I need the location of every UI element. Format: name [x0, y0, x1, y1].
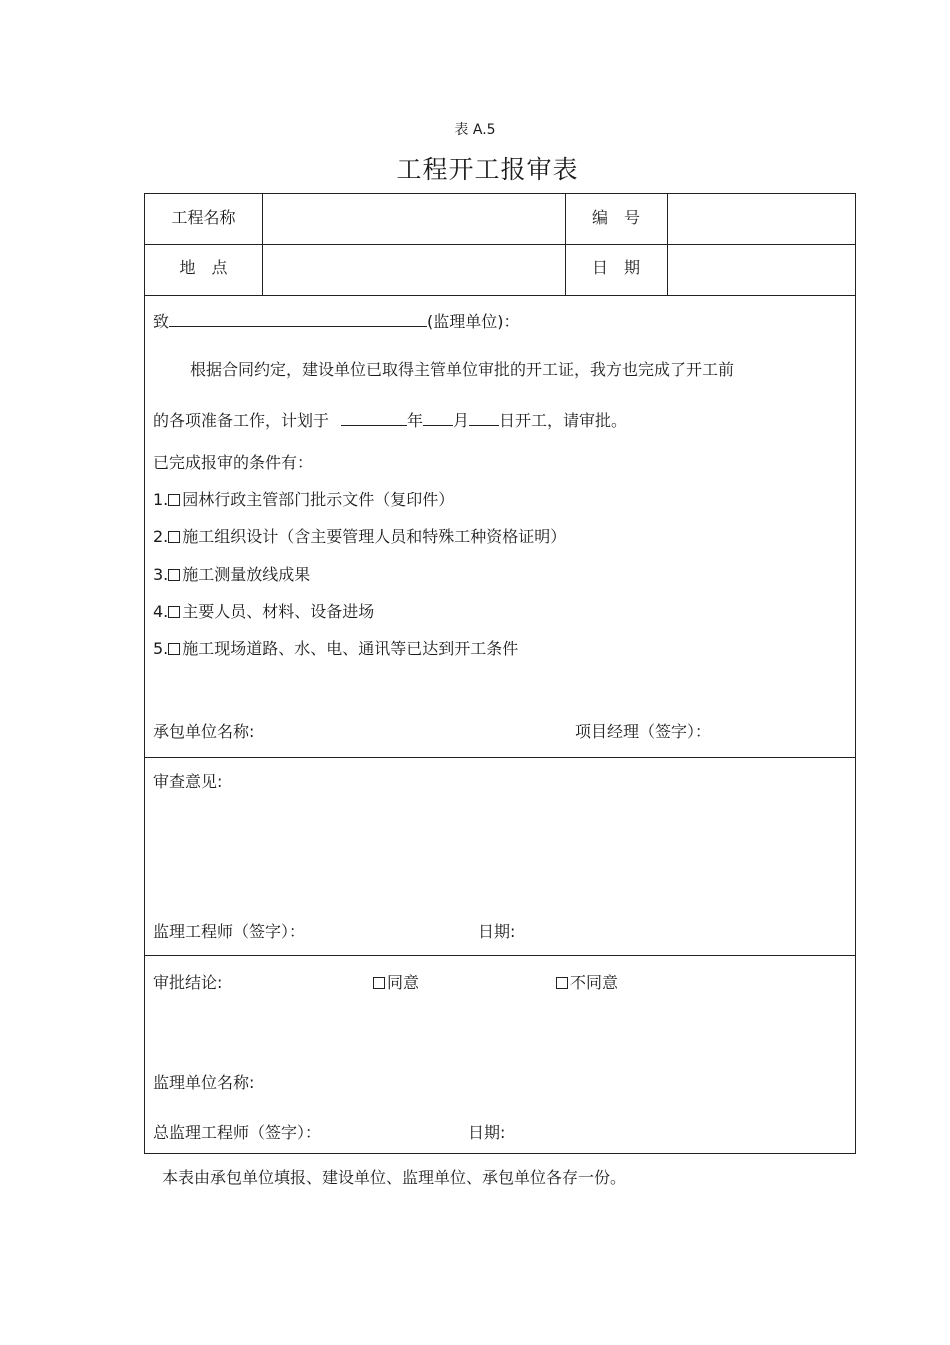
- review-opinion-field[interactable]: [153, 798, 843, 908]
- condition-number: 1.: [153, 490, 169, 509]
- approval-date-label: 日期:: [468, 1123, 506, 1142]
- grid-line: [145, 295, 855, 296]
- condition-number: 4.: [153, 602, 169, 621]
- condition-item: [153, 602, 374, 622]
- location-field[interactable]: [263, 245, 565, 295]
- condition-number: 2.: [153, 527, 169, 546]
- project-manager-label: 项目经理（签字）：: [575, 722, 712, 741]
- condition-text: 园林行政主管部门批示文件（复印件）: [182, 490, 455, 509]
- chief-engineer-label: 总监理工程师（签字）：: [153, 1123, 322, 1142]
- disagree-label: 不同意: [570, 973, 619, 992]
- addressee-suffix: (监理单位)：: [427, 312, 520, 331]
- condition-number: 5.: [153, 639, 169, 658]
- review-date-label: 日期:: [478, 922, 516, 941]
- condition-text: 施工测量放线成果: [182, 565, 311, 584]
- condition-number: 3.: [153, 565, 169, 584]
- agree-label: 同意: [387, 973, 420, 992]
- month-label: 月: [453, 411, 470, 430]
- approval-form: [144, 193, 856, 1154]
- day-blank[interactable]: [469, 409, 499, 426]
- checkbox-icon[interactable]: [168, 494, 180, 506]
- disagree-option[interactable]: [556, 973, 618, 993]
- supervising-engineer-label: 监理工程师（签字）：: [153, 922, 306, 941]
- agree-option[interactable]: [373, 973, 419, 993]
- conditions-heading: 已完成报审的条件有：: [153, 453, 314, 472]
- table-label: 表 A.5: [454, 122, 496, 138]
- year-blank[interactable]: [341, 409, 407, 426]
- checkbox-icon[interactable]: [168, 569, 180, 581]
- paragraph-text: 的各项准备工作，计划于: [153, 411, 330, 430]
- approval-conclusion-label: 审批结论:: [153, 973, 223, 992]
- section-divider: [145, 955, 855, 956]
- condition-text: 施工组织设计（含主要管理人员和特殊工种资格证明）: [182, 527, 567, 546]
- checkbox-icon[interactable]: [168, 531, 180, 543]
- review-opinion-label: 审查意见:: [153, 772, 223, 791]
- condition-text: 主要人员、材料、设备进场: [182, 602, 375, 621]
- number-field[interactable]: [668, 194, 854, 244]
- condition-item: [153, 565, 310, 585]
- checkbox-icon[interactable]: [373, 977, 385, 989]
- contractor-label: 承包单位名称:: [153, 722, 255, 741]
- application-paragraph-line1: 根据合同约定，建设单位已取得主管单位审批的开工证，我方也完成了开工前: [190, 360, 735, 379]
- project-name-label: 工程名称: [171, 208, 236, 227]
- document-title: 工程开工报审表: [396, 155, 579, 184]
- section-divider: [145, 757, 855, 758]
- checkbox-icon[interactable]: [556, 977, 568, 989]
- location-label: 地 点: [179, 258, 228, 277]
- application-paragraph-line2: [153, 409, 627, 431]
- condition-item: [153, 639, 518, 659]
- condition-text: 施工现场道路、水、电、通讯等已达到开工条件: [182, 639, 519, 658]
- supervision-unit-label: 监理单位名称:: [153, 1073, 255, 1092]
- checkbox-icon[interactable]: [168, 643, 180, 655]
- checkbox-icon[interactable]: [168, 606, 180, 618]
- number-label: 编 号: [591, 208, 640, 227]
- addressee-blank[interactable]: [169, 310, 427, 327]
- condition-item: [153, 490, 454, 510]
- addressee-prefix: 致: [153, 312, 170, 331]
- month-blank[interactable]: [423, 409, 453, 426]
- addressee-line: [153, 310, 520, 332]
- day-label: 日开工，请审批。: [499, 411, 628, 430]
- footnote: 本表由承包单位填报、建设单位、监理单位、承包单位各存一份。: [162, 1168, 627, 1187]
- condition-item: [153, 527, 566, 547]
- project-name-field[interactable]: [263, 194, 565, 244]
- year-label: 年: [407, 411, 424, 430]
- date-field[interactable]: [668, 245, 854, 295]
- date-label: 日 期: [591, 258, 640, 277]
